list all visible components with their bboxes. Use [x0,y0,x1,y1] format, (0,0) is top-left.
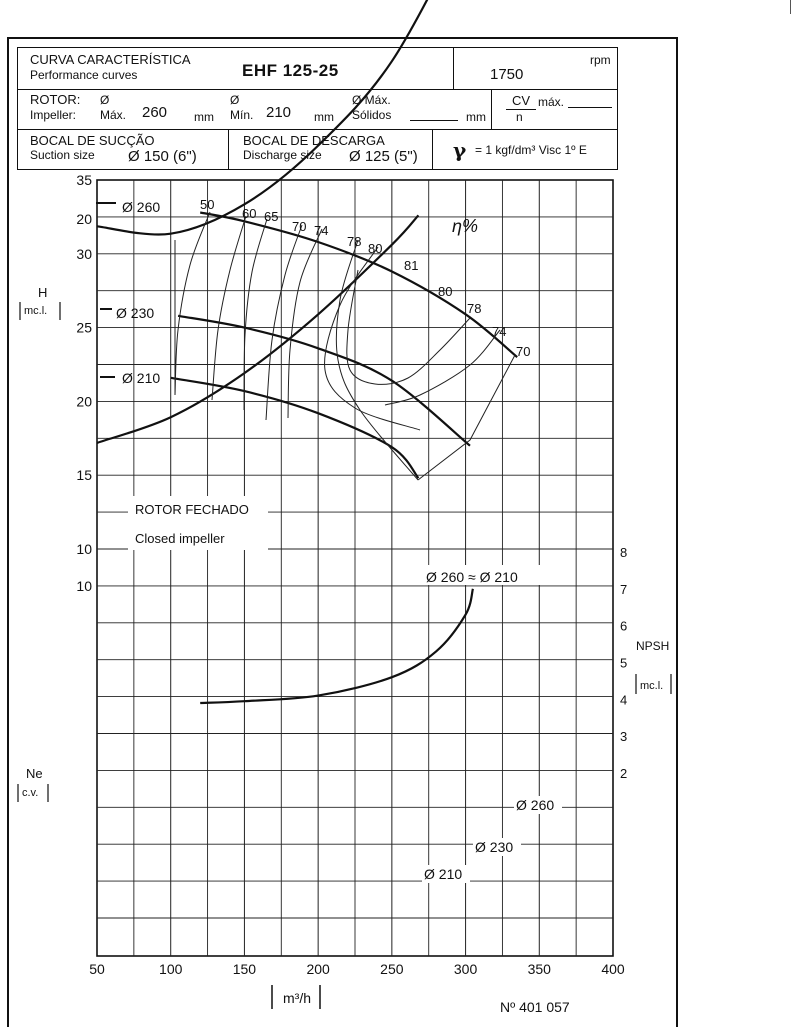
efficiency-curves [175,197,530,480]
head-tick-label: 30 [76,245,92,262]
x-tick-label: 50 [89,961,105,977]
head-axis-label: H [38,285,48,300]
npsh-tick-label: 7 [620,581,628,597]
min-label: Mín. [230,108,254,122]
head-axis-unit: mc.l. [24,305,48,317]
x-tick-label: 100 [159,961,183,977]
doc-number: Nº 401 057 [500,999,570,1014]
suction-value: Ø 150 (6") [128,148,197,165]
head-tick-label: 20 [76,393,92,410]
efficiency-iso-curve [175,212,210,395]
power-curve-label: Ø 230 [475,839,514,855]
efficiency-label: 60 [242,206,257,221]
cv-label: CV [512,93,531,108]
efficiency-label: 70 [292,219,307,234]
efficiency-label: 50 [200,197,215,212]
x-tick-label: 350 [527,961,551,977]
power-axis-unit: c.v. [22,787,39,799]
head-curve-label: Ø 230 [116,305,155,321]
power-curve-label: Ø 210 [424,866,463,882]
rotor-type-en: Closed impeller [135,531,225,546]
efficiency-iso-curve [212,216,246,400]
axis-ticks [76,0,627,977]
max-value: 260 [142,104,168,121]
efficiency-iso-curve [288,229,322,418]
x-tick-label: 150 [232,961,257,977]
npsh-axis-label: NPSH [636,639,670,653]
head-tick-label: 10 [76,541,92,557]
head-curve-label: Ø 260 [122,199,161,215]
efficiency-label: 70 [516,344,531,359]
efficiency-label: 80 [368,241,383,256]
efficiency-label: 81 [404,258,419,273]
solidos-label: Sólidos [352,108,392,122]
rpm-unit: rpm [590,53,611,67]
x-tick-label: 250 [380,961,404,977]
gamma-symbol: γ [453,138,467,162]
min-value: 210 [266,104,292,121]
npsh-curve-label: Ø 260 ≈ Ø 210 [426,569,518,585]
npsh-tick-label: 5 [620,655,628,671]
npsh-tick-label: 4 [620,692,628,708]
power-curve-label: Ø 260 [516,797,555,813]
rpm-value: 1750 [490,66,524,83]
discharge-label-en: Discharge size [243,148,322,162]
efficiency-label: 74 [492,324,507,339]
suction-label-pt: BOCAL DE SUCÇÃO [30,133,155,148]
npsh-tick-label: 2 [620,765,628,781]
npsh-axis-unit: mc.l. [640,680,664,692]
head-tick-label: 25 [76,319,92,336]
dia-max-label: Ø Máx. [352,93,391,107]
x-tick-label: 400 [601,961,625,977]
efficiency-envelope [418,355,515,480]
curves [96,0,565,883]
discharge-label-pt: BOCAL DE DESCARGA [243,133,385,148]
impeller-label: Impeller: [30,108,77,122]
fluid-properties: = 1 kgf/dm³ Visc 1º E [475,143,587,157]
efficiency-iso-curve [325,247,420,430]
head-curve-label: Ø 210 [122,370,161,386]
cv-max-label: máx. [538,95,565,109]
efficiency-iso-curve [385,330,500,405]
efficiency-label: 78 [347,234,362,249]
x-axis-unit: m³/h [283,990,311,1006]
max-mm: mm [194,110,214,124]
npsh-tick-label: 3 [620,729,628,745]
title-pt: CURVA CARACTERÍSTICA [30,52,191,67]
rotor-label: ROTOR: [30,92,81,107]
model-name: EHF 125-25 [242,61,339,80]
efficiency-label: 78 [467,301,482,316]
efficiency-symbol: η% [452,216,478,236]
power-tick-label: 20 [76,211,92,227]
npsh-tick-label: 8 [620,545,628,560]
head-tick-label: 35 [76,172,92,188]
efficiency-label: 74 [314,223,329,238]
suction-label-en: Suction size [30,148,95,162]
max-label: Máx. [100,108,127,122]
n-label: n [516,110,523,124]
efficiency-label: 80 [438,284,453,299]
power-axis-label: Ne [26,766,43,781]
efficiency-iso-curve [244,219,267,410]
efficiency-label: 65 [264,209,279,224]
dia-symbol-max: Ø [100,93,110,107]
head-tick-label: 15 [76,467,92,484]
discharge-value: Ø 125 (5") [349,148,418,165]
solidos-mm: mm [466,110,486,124]
npsh-tick-label: 6 [620,618,628,634]
min-mm: mm [314,110,334,124]
npsh-curve [200,589,473,703]
power-tick-label: 10 [76,578,92,594]
head-curve [178,316,470,446]
x-tick-label: 200 [306,961,330,977]
x-tick-label: 300 [453,961,478,977]
dia-symbol-min: Ø [230,93,240,107]
title-en: Performance curves [30,68,138,82]
rotor-type-pt: ROTOR FECHADO [135,502,249,517]
